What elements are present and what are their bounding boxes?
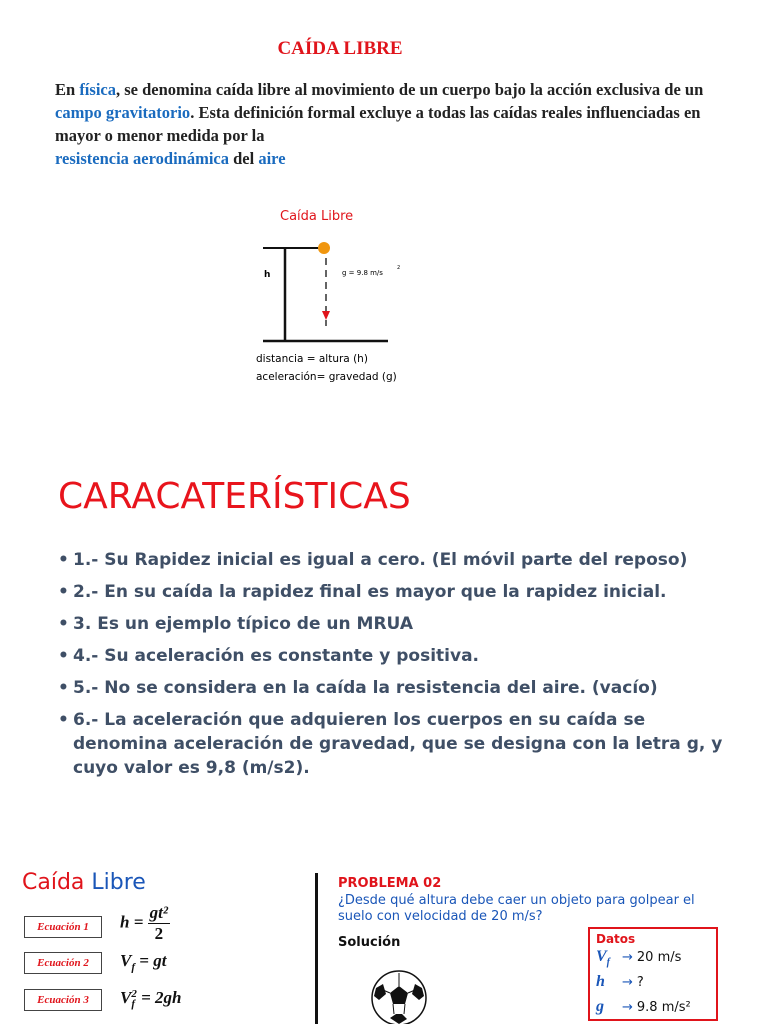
equation-1-formula (120, 903, 170, 944)
link-campo-gravitatorio[interactable]: campo gravitatorio (55, 103, 191, 122)
page-title: CAÍDA LIBRE (277, 38, 403, 59)
problem-title: PROBLEMA 02 (338, 876, 442, 891)
bullet-icon: • (58, 550, 69, 570)
eq3-sup: 2 (131, 988, 137, 1001)
bullet-icon: • (58, 614, 69, 634)
equation-2-label: Ecuación 2 (24, 952, 102, 974)
intro-text: En (55, 80, 80, 99)
datos-value: 9.8 m/s² (636, 1000, 691, 1015)
equation-3-label: Ecuación 3 (24, 989, 102, 1011)
diagram-caption-1: distancia = altura (h) (256, 353, 368, 365)
eq1-fraction (148, 903, 170, 944)
datos-var-symbol: g (596, 998, 604, 1015)
bottom-title-part1: Caída (22, 870, 92, 895)
eq1-numerator: gt² (149, 903, 168, 922)
eq3-var: V (120, 988, 132, 1007)
list-item-text: 5.- No se considera en la caída la resistencia del aire. (vacío) (73, 678, 658, 698)
intro-text: del (229, 149, 259, 168)
bullet-icon: • (58, 646, 69, 666)
datos-value: 20 m/s (636, 950, 682, 965)
list-item (58, 548, 728, 572)
datos-row (596, 998, 691, 1016)
datos-value: ? (636, 975, 644, 990)
datos-var-sub: f (606, 957, 611, 969)
solution-label: Solución (338, 935, 401, 950)
datos-var-symbol: h (596, 973, 605, 990)
soccer-ball-icon (370, 968, 428, 1024)
bullet-icon: • (58, 582, 69, 602)
list-item-text: 2.- En su caída la rapidez final es mayor que la rapidez inicial. (73, 582, 667, 602)
eq2-sub: f (131, 961, 136, 974)
bottom-title-part2: Libre (91, 870, 146, 895)
list-item-text: 4.- Su aceleración es constante y positiva. (73, 646, 479, 666)
eq2-rest: = gt (135, 951, 167, 970)
characteristics-list (58, 548, 728, 788)
datos-row (596, 948, 681, 968)
equation-1-label: Ecuación 1 (24, 916, 102, 938)
datos-box (588, 927, 718, 1021)
eq2-var: V (120, 951, 132, 970)
list-item-text: 1.- Su Rapidez inicial es igual a cero. (El móvil parte del reposo) (73, 550, 688, 570)
datos-var-symbol: V (596, 948, 607, 965)
list-item (58, 612, 728, 636)
bullet-icon: • (58, 710, 69, 730)
link-fisica[interactable]: física (79, 80, 116, 99)
characteristics-title: CARACATERÍSTICAS (58, 476, 411, 517)
arrow-down-icon (322, 311, 330, 320)
problem-text: ¿Desde qué altura debe caer un objeto para golpear el suelo con velocidad de 20 m/s? (338, 893, 695, 924)
datos-var (596, 948, 622, 968)
h-label: h (264, 270, 271, 280)
list-item (58, 708, 728, 780)
equation-3-formula (120, 988, 182, 1009)
free-fall-diagram (250, 200, 400, 390)
intro-text: , se denomina caída libre al movimiento de un cuerpo bajo la acción exclusiva de un (115, 80, 704, 99)
arrow-right-icon: → (622, 950, 633, 965)
diagram-title: Caída Libre (280, 209, 354, 224)
eq3-sub: f (131, 998, 136, 1011)
falling-ball (318, 242, 330, 254)
bottom-title (22, 870, 146, 895)
list-item-text: 3. Es un ejemplo típico de un MRUA (73, 614, 413, 634)
list-item-text: 6.- La aceleración que adquieren los cuerpos en su caída se denomina aceleración de gravedad, que se designa con la letra g, y cuyo valor es 9,8 (m/s2). (73, 710, 723, 778)
g-exponent: 2 (397, 265, 400, 271)
list-item (58, 644, 728, 668)
eq3-rest: = 2gh (136, 988, 182, 1007)
list-item (58, 676, 728, 700)
datos-var (596, 998, 622, 1016)
link-aire[interactable]: aire (258, 149, 286, 168)
bullet-icon: • (58, 678, 69, 698)
arrow-right-icon: → (622, 1000, 633, 1015)
intro-text: . Esta definición formal excluye a todas las caídas reales influenciadas en mayor o menor medida por la (55, 103, 701, 145)
eq1-denominator: 2 (154, 924, 164, 943)
link-resistencia-aerodinamica[interactable]: resistencia aerodinámica (55, 149, 229, 168)
datos-title: Datos (596, 932, 636, 946)
list-item (58, 580, 728, 604)
diagram-caption-2: aceleración= gravedad (g) (256, 371, 397, 383)
datos-row (596, 973, 644, 991)
g-label: g = 9.8 m/s (342, 269, 383, 277)
equation-2-formula (120, 951, 166, 973)
datos-var (596, 973, 622, 991)
intro-paragraph (55, 78, 705, 170)
arrow-right-icon: → (622, 975, 633, 990)
panel-divider (315, 873, 318, 1024)
eq1-lhs: h = (120, 912, 144, 932)
